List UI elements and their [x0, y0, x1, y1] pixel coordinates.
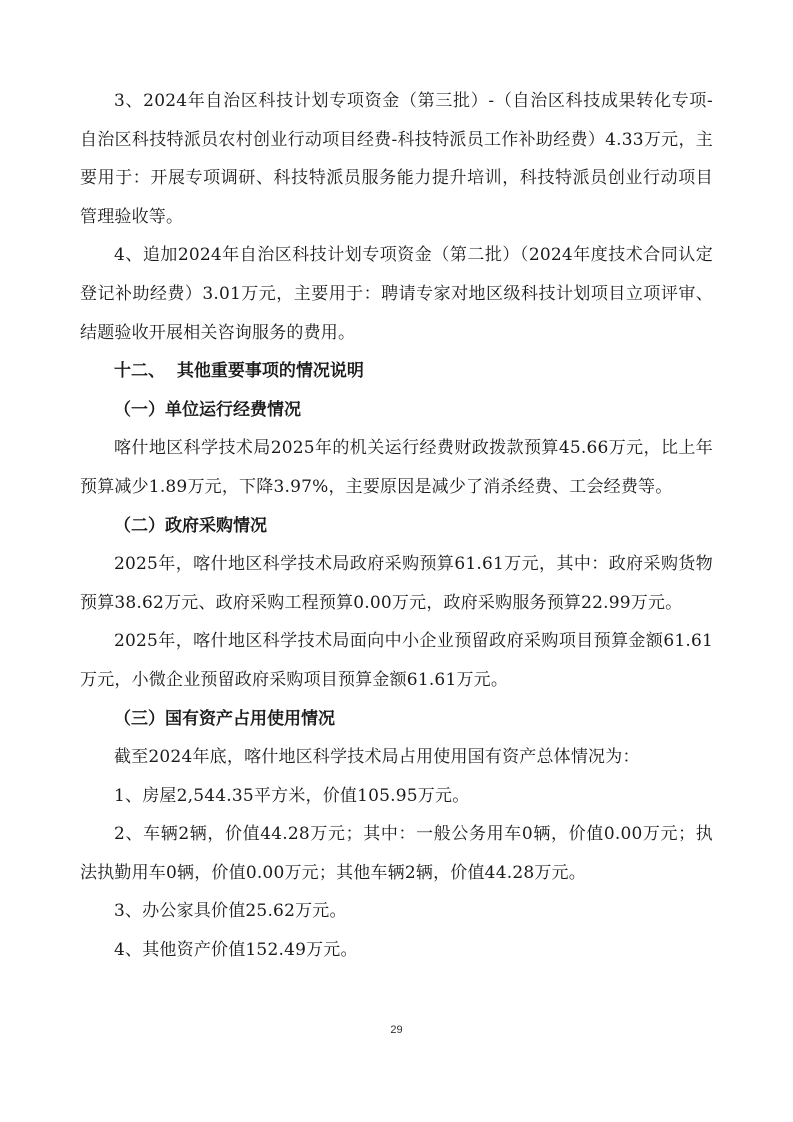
paragraph-assets-furniture: 3、办公家具价值25.62万元。: [114, 901, 347, 922]
section-heading-12: 十二、 其他重要事项的情况说明: [114, 361, 364, 382]
paragraph-item-4: 4、追加2024年自治区科技计划专项资金（第二批）（2024年度技术合同认定登记补助经费）3.01万元，主要用于：聘请专家对地区级科技计划项目立项评审、结题验收开展相关咨询服务的费用。: [80, 245, 713, 343]
paragraph-item-3: 3、2024年自治区科技计划专项资金（第三批）-（自治区科技成果转化专项-自治区科技特派员农村创业行动项目经费-科技特派员工作补助经费）4.33万元，主要用于：开展专项调研、科技特派员服务能力提升培训，科技特派员创业行动项目管理验收等。: [80, 91, 713, 227]
paragraph-procurement-budget: 2025年，喀什地区科学技术局政府采购预算61.61万元，其中：政府采购货物预算38.62万元、政府采购工程预算0.00万元，政府采购服务预算22.99万元。: [80, 554, 713, 613]
paragraph-procurement-sme: 2025年，喀什地区科学技术局面向中小企业预留政府采购项目预算金额61.61万元，小微企业预留政府采购项目预算金额61.61万元。: [80, 631, 713, 690]
paragraph-assets-vehicles: 2、车辆2辆，价值44.28万元；其中：一般公务用车0辆，价值0.00万元；执法执勤用车0辆，价值0.00万元；其他车辆2辆，价值44.28万元。: [80, 824, 713, 883]
paragraph-assets-intro: 截至2024年底，喀什地区科学技术局占用使用国有资产总体情况为：: [114, 747, 640, 768]
paragraph-assets-buildings: 1、房屋2,544.35平方米，价值105.95万元。: [114, 785, 470, 806]
document-body: [80, 82, 713, 970]
subsection-heading-2: （二）政府采购情况: [114, 515, 267, 536]
subsection-heading-3: （三）国有资产占用使用情况: [114, 708, 335, 729]
page-number: 29: [390, 1024, 403, 1036]
paragraph-operating-funds: 喀什地区科学技术局2025年的机关运行经费财政拨款预算45.66万元，比上年预算减少1.89万元，下降3.97%，主要原因是减少了消杀经费、工会经费等。: [80, 438, 713, 497]
paragraph-assets-other: 4、其他资产价值152.49万元。: [114, 940, 358, 961]
subsection-heading-1: （一）单位运行经费情况: [114, 399, 301, 420]
